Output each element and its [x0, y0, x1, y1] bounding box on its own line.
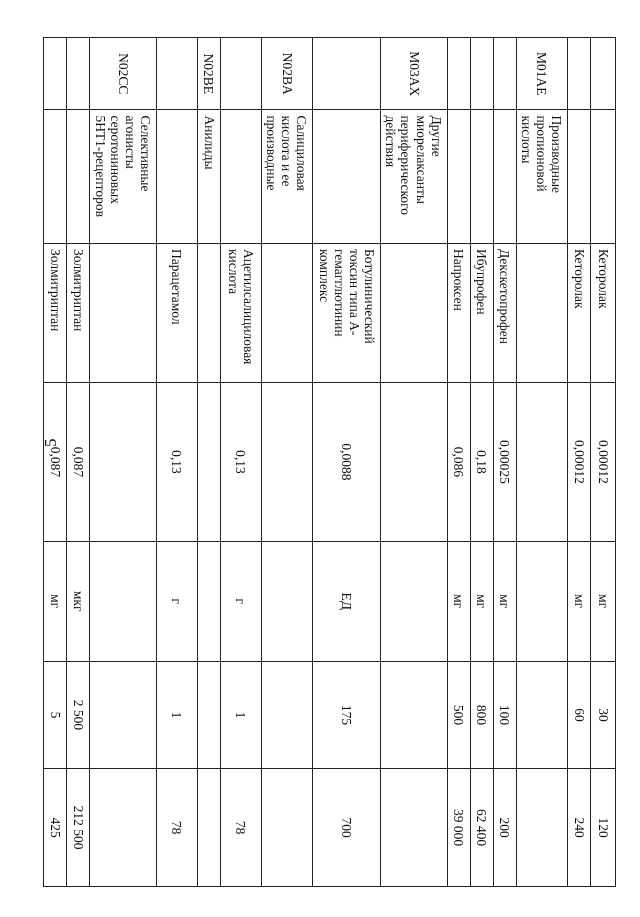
drug-name-cell — [197, 244, 220, 383]
unit-cell: мг — [493, 541, 516, 661]
atc-group-cell: Анилиды — [197, 110, 220, 244]
atc-code-cell: M03AX — [381, 38, 447, 110]
unit-cell: мг — [568, 541, 591, 661]
atc-code-cell — [568, 38, 591, 110]
drug-name-cell: Ибупрофен — [470, 244, 493, 383]
drug-name-cell: Кеторолак — [591, 244, 616, 383]
drug-name-cell: Золмитриптан — [44, 244, 67, 383]
atc-group-cell: Другие миорелаксанты периферического действия — [381, 110, 447, 244]
ddd-value-cell: 0,00012 — [591, 383, 616, 541]
ddd-value-cell — [381, 383, 447, 541]
amount-cell: 500 — [447, 661, 470, 769]
atc-code-cell — [313, 38, 381, 110]
atc-group-cell — [493, 110, 516, 244]
unit-cell: мг — [447, 541, 470, 661]
total-cell: 120 — [591, 769, 616, 887]
atc-code-cell: M01AE — [516, 38, 567, 110]
atc-code-cell: N02BE — [197, 38, 220, 110]
total-cell — [516, 769, 567, 887]
atc-group-cell — [156, 110, 197, 244]
table-row — [197, 38, 220, 887]
rotated-table-container — [48, 37, 616, 887]
ddd-value-cell: 0,00012 — [568, 383, 591, 541]
drug-name-cell: Напроксен — [447, 244, 470, 383]
ddd-value-cell: 0,086 — [447, 383, 470, 541]
atc-group-cell: Салициловая кислота и ее производные — [261, 110, 312, 244]
drug-name-cell: Золмитриптан — [67, 244, 90, 383]
amount-cell: 30 — [591, 661, 616, 769]
ddd-value-cell: 0,0088 — [313, 383, 381, 541]
amount-cell — [90, 661, 156, 769]
unit-cell: мг — [470, 541, 493, 661]
ddd-value-cell: 0,00025 — [493, 383, 516, 541]
table-row — [470, 38, 493, 887]
ddd-value-cell — [197, 383, 220, 541]
atc-code-cell — [220, 38, 261, 110]
table-row — [313, 38, 381, 887]
drug-table — [43, 37, 616, 887]
drug-name-cell: Кеторолак — [568, 244, 591, 383]
unit-cell — [261, 541, 312, 661]
total-cell: 700 — [313, 769, 381, 887]
total-cell: 212 500 — [67, 769, 90, 887]
page-number: 5 — [41, 438, 60, 447]
table-row — [44, 38, 67, 887]
table-row — [493, 38, 516, 887]
amount-cell — [197, 661, 220, 769]
drug-name-cell: Парацетамол — [156, 244, 197, 383]
ddd-value-cell: 0,087 — [44, 383, 67, 541]
total-cell: 240 — [568, 769, 591, 887]
table-row — [568, 38, 591, 887]
amount-cell: 1 — [156, 661, 197, 769]
amount-cell: 100 — [493, 661, 516, 769]
atc-group-cell — [470, 110, 493, 244]
drug-name-cell — [261, 244, 312, 383]
amount-cell: 5 — [44, 661, 67, 769]
total-cell: 200 — [493, 769, 516, 887]
ddd-value-cell: 0,18 — [470, 383, 493, 541]
unit-cell: ЕД — [313, 541, 381, 661]
total-cell: 78 — [220, 769, 261, 887]
table-row — [67, 38, 90, 887]
atc-code-cell — [44, 38, 67, 110]
atc-code-cell — [493, 38, 516, 110]
drug-name-cell: Ацетилсалициловая кислота — [220, 244, 261, 383]
atc-code-cell — [67, 38, 90, 110]
atc-code-cell — [156, 38, 197, 110]
ddd-value-cell — [261, 383, 312, 541]
drug-name-cell — [516, 244, 567, 383]
amount-cell: 175 — [313, 661, 381, 769]
total-cell: 78 — [156, 769, 197, 887]
ddd-value-cell — [516, 383, 567, 541]
atc-group-cell — [220, 110, 261, 244]
ddd-value-cell: 0,087 — [67, 383, 90, 541]
amount-cell: 800 — [470, 661, 493, 769]
drug-name-cell: Ботулинический токсин типа А-гемагглютинин комплекс — [313, 244, 381, 383]
amount-cell — [516, 661, 567, 769]
amount-cell: 2 500 — [67, 661, 90, 769]
atc-group-cell — [67, 110, 90, 244]
amount-cell: 60 — [568, 661, 591, 769]
atc-group-cell: Производные пропионовой кислоты — [516, 110, 567, 244]
table-row — [447, 38, 470, 887]
unit-cell — [381, 541, 447, 661]
atc-code-cell — [470, 38, 493, 110]
ddd-value-cell: 0,13 — [156, 383, 197, 541]
drug-name-cell — [90, 244, 156, 383]
table-row — [261, 38, 312, 887]
total-cell: 425 — [44, 769, 67, 887]
total-cell — [197, 769, 220, 887]
ddd-value-cell — [90, 383, 156, 541]
drug-name-cell — [381, 244, 447, 383]
total-cell — [261, 769, 312, 887]
atc-code-cell — [447, 38, 470, 110]
unit-cell — [197, 541, 220, 661]
drug-name-cell: Декскетопрофен — [493, 244, 516, 383]
unit-cell — [90, 541, 156, 661]
unit-cell: г — [220, 541, 261, 661]
total-cell: 62 400 — [470, 769, 493, 887]
atc-group-cell — [44, 110, 67, 244]
atc-group-cell — [313, 110, 381, 244]
table-row — [156, 38, 197, 887]
total-cell: 39 000 — [447, 769, 470, 887]
atc-group-cell: Селективные агонисты серотониновых 5HT1-рецепторов — [90, 110, 156, 244]
amount-cell — [381, 661, 447, 769]
unit-cell: мг — [44, 541, 67, 661]
atc-code-cell — [591, 38, 616, 110]
table-row — [90, 38, 156, 887]
unit-cell: г — [156, 541, 197, 661]
unit-cell: мг — [591, 541, 616, 661]
table-row — [591, 38, 616, 887]
atc-group-cell — [568, 110, 591, 244]
amount-cell: 1 — [220, 661, 261, 769]
drug-table-body — [44, 38, 616, 887]
unit-cell: мкг — [67, 541, 90, 661]
ddd-value-cell: 0,13 — [220, 383, 261, 541]
total-cell — [381, 769, 447, 887]
total-cell — [90, 769, 156, 887]
unit-cell — [516, 541, 567, 661]
atc-group-cell — [447, 110, 470, 244]
atc-group-cell — [591, 110, 616, 244]
atc-code-cell: N02BA — [261, 38, 312, 110]
atc-code-cell: N02CC — [90, 38, 156, 110]
amount-cell — [261, 661, 312, 769]
table-row — [381, 38, 447, 887]
table-row — [516, 38, 567, 887]
table-row — [220, 38, 261, 887]
